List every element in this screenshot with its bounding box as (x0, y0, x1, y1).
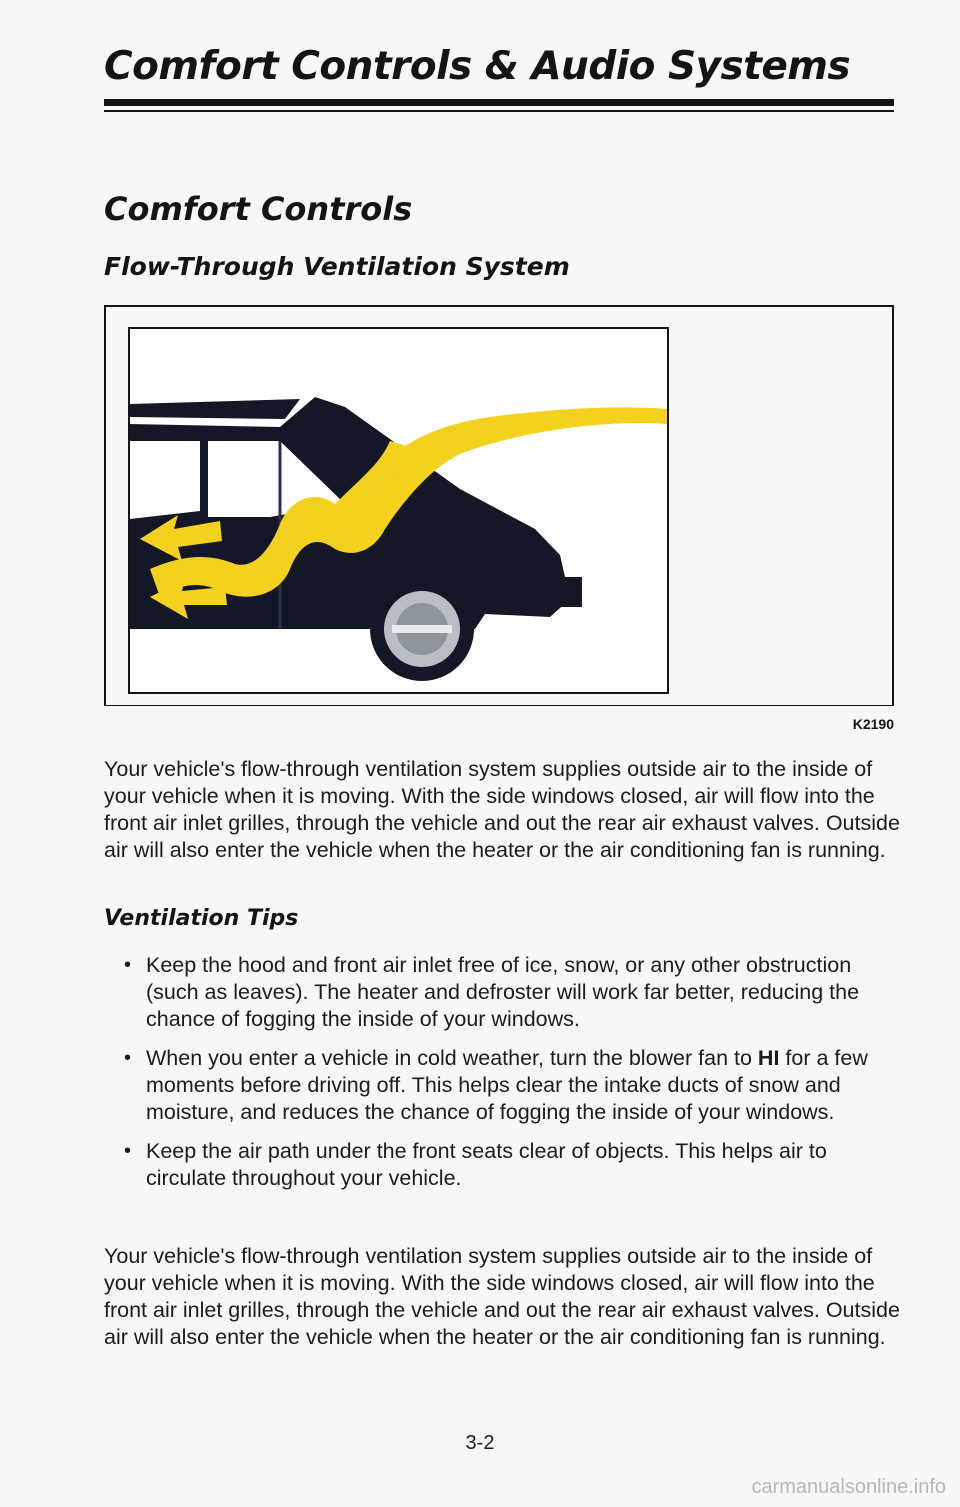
header-rule-thin (104, 110, 894, 112)
bullet-icon: • (124, 954, 132, 976)
body-paragraph: Your vehicle's flow-through ventilation system supplies outside air to the inside of your vehicle when it is moving. With the side windows closed, air will flow into the front air inlet grilles, through the vehicle and out the rear air exhaust valves. Outside air will also enter the vehicle when the heater or the air conditioning fan is running. (104, 1244, 900, 1349)
page-number: 3-2 (465, 1432, 495, 1454)
chapter-title: Comfort Controls & Audio Systems (104, 44, 851, 89)
bullet-icon: • (124, 1047, 132, 1069)
body-paragraph: Your vehicle's flow-through ventilation system supplies outside air to the inside of your vehicle when it is moving. With the side windows closed, air will flow into the front air inlet grilles, through the vehicle and out the rear air exhaust valves. Outside air will also enter the vehicle when the heater or the air conditioning fan is running. (104, 757, 900, 862)
tip-text: When you enter a vehicle in cold weather, turn the blower fan to HI for a few moments before driving off. This helps clear the intake ducts of snow and moisture, and reduces the chance of fogging the inside of your windows. (146, 1046, 868, 1124)
section-title: Comfort Controls (104, 190, 413, 228)
watermark[interactable]: carmanualsonline.info (751, 1476, 946, 1498)
tip-text: Keep the hood and front air inlet free of ice, snow, or any other obstruction (such as leaves). The heater and defroster will work far better, reducing the chance of fogging the inside of your windows. (146, 953, 860, 1031)
bullet-icon: • (124, 1140, 132, 1162)
tips-heading: Ventilation Tips (104, 906, 299, 931)
list-item (104, 1045, 894, 1126)
list-item (104, 1138, 894, 1192)
tip-text: Keep the air path under the front seats clear of objects. This helps air to circulate throughout your vehicle. (146, 1139, 827, 1190)
hi-setting: HI (757, 1046, 780, 1070)
tips-list (104, 952, 894, 1204)
list-item (104, 952, 894, 1033)
car-airflow-illustration (128, 327, 669, 694)
car-airflow-icon (130, 329, 667, 692)
header-rule-thick (104, 99, 894, 106)
subsection-title: Flow-Through Ventilation System (104, 252, 570, 281)
figure-code: K2190 (852, 716, 894, 732)
